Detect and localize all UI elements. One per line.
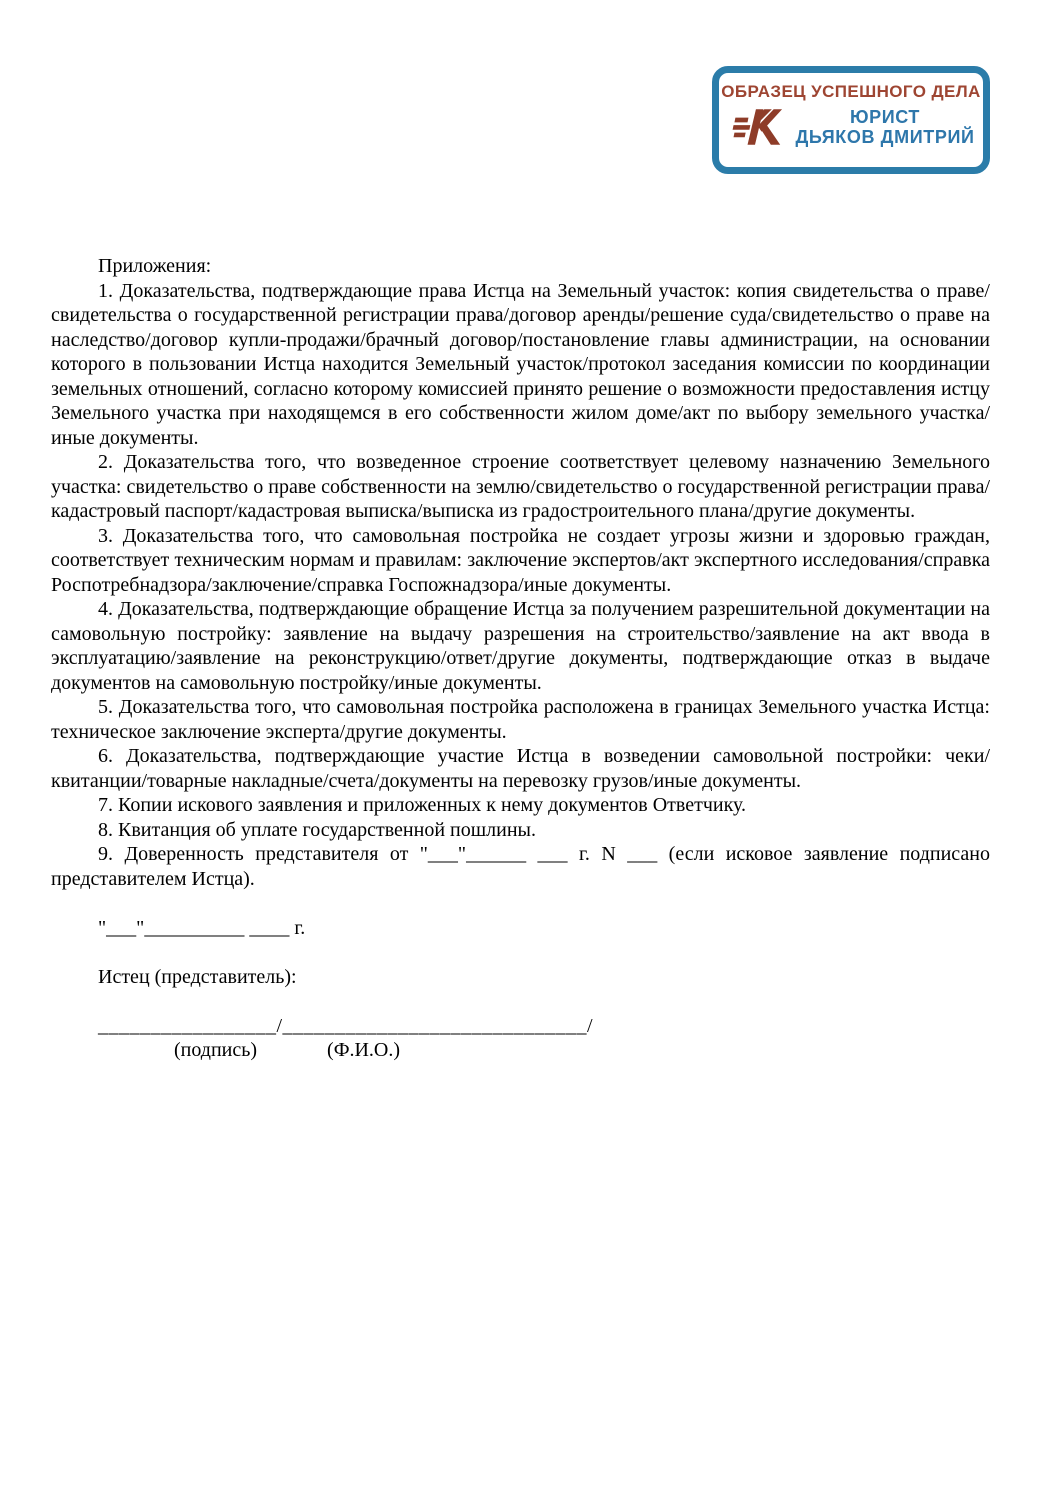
attachment-item-9: 9. Доверенность представителя от "___"______ ___ г. N ___ (если исковое заявление подписано представителем Истца).: [51, 843, 990, 890]
attachment-item-3: 3. Доказательства того, что самовольная постройка не создает угрозы жизни и здоровью граждан, соответствует техническим нормам и правилам: заключение экспертов/акт экспертного исследования/справка Роспотребнадзора/заключение/справка Госпожнадзора/иные документы.: [51, 524, 990, 596]
attachment-item-7: 7. Копии искового заявления и приложенных к нему документов Ответчику.: [98, 794, 747, 816]
logo-name: [795, 107, 974, 147]
logo-name-line1: ЮРИСТ: [849, 107, 921, 127]
attachment-item-5: 5. Доказательства того, что самовольная постройка расположена в границах Земельного участка Истца: техническое заключение эксперта/другие документы.: [51, 696, 990, 743]
attachment-item-4: 4. Доказательства, подтверждающие обращение Истца за получением разрешительной документации на самовольную постройку: заявление на выдачу разрешения на строительство/заявление на акт ввода в эксплуатацию/заявление на реконструкцию/ответ/другие документы, подтверждающие отказ в выдаче документов на самовольную постройку/иные документы.: [51, 598, 990, 694]
signer-label: Истец (представитель):: [98, 965, 297, 988]
fio-caption: (Ф.И.О.): [327, 1039, 401, 1061]
attachment-item-2: 2. Доказательства того, что возведенное строение соответствует целевому назначению Земельного участка: свидетельство о праве собственности на землю/свидетельство о государственной регистрации права/кадастровый паспорт/кадастровая выписка/выписка из градостроительного плана/другие документы.: [51, 451, 990, 522]
logo-tagline: ОБРАЗЕЦ УСПЕШНОГО ДЕЛА: [721, 82, 981, 101]
attachment-item-1: 1. Доказательства, подтверждающие права Истца на Земельный участок: копия свидетельства о праве/свидетельства о государственной регистрации права/договор аренды/решение суда/свидетельство о праве на наследство/договор купли-продажи/брачный договор/постановление главы администрации, на основании которого в пользовании Истца находится Земельный участок/протокол заседания комиссии по координации земельных отношений, согласно которому комиссией принято решение о возможности предоставления истцу Земельного участка при находящемся в его собственности жилом доме/акт по выбору земельного участка/иные документы.: [51, 279, 990, 449]
date-blank-line: "___"__________ ____ г.: [98, 916, 306, 939]
logo-row: [719, 106, 983, 148]
signature-captions: [51, 1038, 990, 1063]
attachment-item-6: 6. Доказательства, подтверждающие участие Истца в возведении самовольной постройки: чеки/квитанции/товарные накладные/счета/документы на перевозку грузов/иные документы.: [51, 745, 990, 792]
law-firm-logo: [712, 66, 990, 174]
signature-line: _________________/_____________________________/: [98, 1014, 594, 1037]
attachment-item-8: 8. Квитанция об уплате государственной пошлины.: [98, 818, 536, 841]
signature-caption: (подпись): [174, 1039, 258, 1061]
attachments-heading: Приложения:: [98, 255, 212, 277]
k-monogram-icon: [727, 106, 783, 148]
document-body: [51, 254, 990, 1063]
logo-name-line2: ДЬЯКОВ ДМИТРИЙ: [795, 127, 975, 147]
